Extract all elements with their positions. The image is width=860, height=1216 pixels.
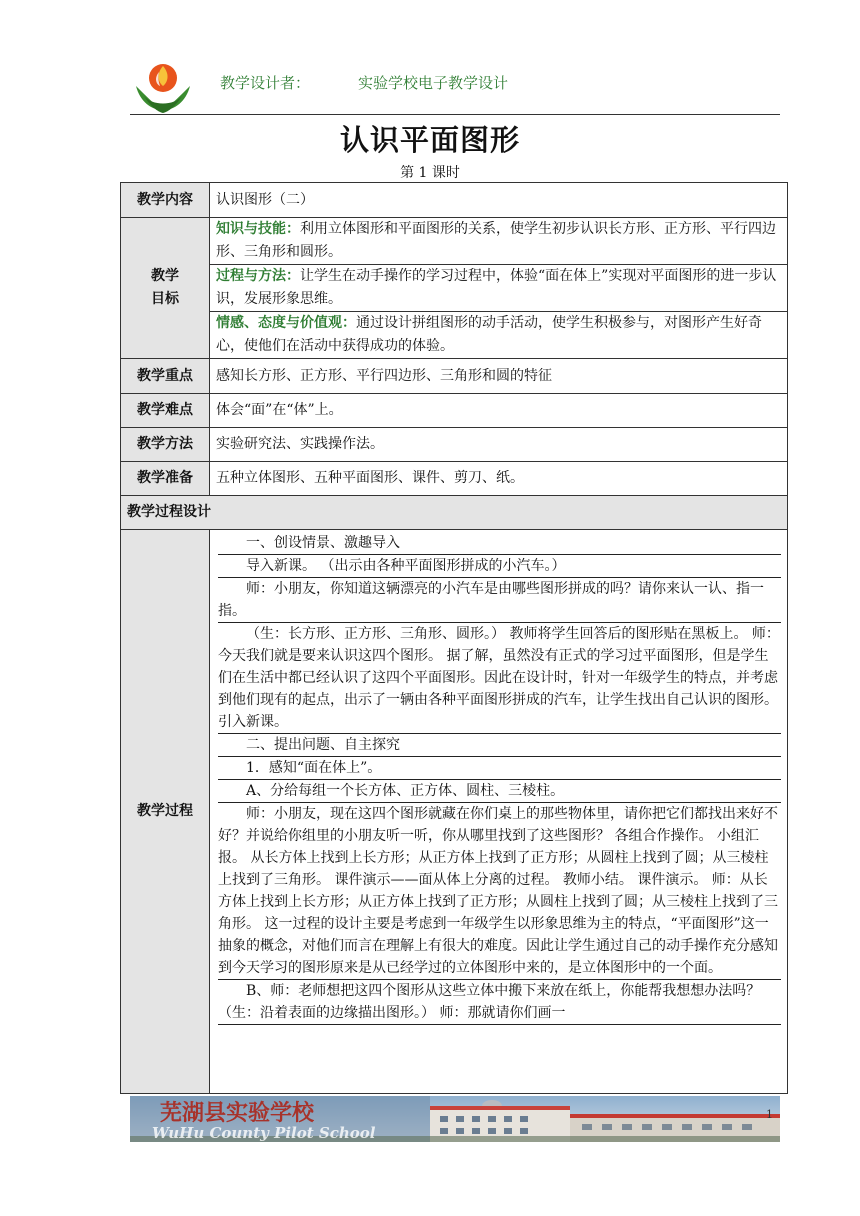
banner-chinese-text: 芜湖县实验学校 [160,1100,315,1126]
value-difficulty: 体会“面”在“体”上。 [210,394,788,428]
page-header [130,58,780,116]
goal-knowledge: 知识与技能：利用立体图形和平面图形的关系，使学生初步认识长方形、正方形、平行四边形、三角形和圆形。 [210,218,788,265]
goal-process: 过程与方法：让学生在动手操作的学习过程中，体验“面在体上”实现对平面图形的进一步认识，发展形象思维。 [210,265,788,312]
process-paragraph: 导入新课。 （出示由各种平面图形拼成的小汽车。） [218,555,781,578]
process-paragraph: 一、创设情景、激趣导入 [218,532,781,555]
school-label: 实验学校电子教学设计 [358,74,509,92]
lesson-number: 第 1 课时 [400,165,460,181]
label-method: 教学方法 [121,428,210,462]
label-prep: 教学准备 [121,462,210,496]
designer-label: 教学设计者： [220,74,311,92]
label-difficulty: 教学难点 [121,394,210,428]
label-key: 教学重点 [121,359,210,394]
row-key [121,359,788,394]
footer-banner [130,1096,780,1142]
label-content: 教学内容 [121,183,210,218]
label-goals: 教学 目标 [121,218,210,359]
label-process: 教学过程 [121,530,210,1094]
process-paragraph: 二、提出问题、自主探究 [218,734,781,757]
row-process [121,530,788,1094]
lesson-plan-table [120,182,788,1094]
school-banner-image [130,1096,780,1142]
row-design-header [121,496,788,530]
process-paragraph: B、师：老师想把这四个图形从这些立体中搬下来放在纸上，你能帮我想想办法吗？ （生：沿着表面的边缘描出图形。） 师：那就请你们画一 [218,980,781,1025]
process-content [210,530,788,1094]
value-method: 实验研究法、实践操作法。 [210,428,788,462]
value-prep: 五种立体图形、五种平面图形、课件、剪刀、纸。 [210,462,788,496]
goal-emotion: 情感、态度与价值观：通过设计拼组图形的动手活动，使学生积极参与，对图形产生好奇心，使他们在活动中获得成功的体验。 [210,312,788,359]
row-method [121,428,788,462]
process-paragraph: A、分给每组一个长方体、正方体、圆柱、三棱柱。 [218,780,781,803]
school-logo-icon [132,58,194,116]
row-content [121,183,788,218]
row-difficulty [121,394,788,428]
row-goal-process [121,265,788,312]
process-paragraph: （生：长方形、正方形、三角形、圆形。） 教师将学生回答后的图形贴在黑板上。 师：今天我们就是要来认识这四个图形。 据了解，虽然没有正式的学习过平面图形，但是学生们在生活中都已经认识了这四个平面图形。因此在设计时，针对一年级学生的特点，并考虑到他们现有的起点，出示了一辆由各种平面图形拼成的汽车，让学生找出自己认识的图形。引入新课。 [218,623,781,734]
value-content: 认识图形（二） [210,183,788,218]
process-paragraph: 师：小朋友，现在这四个图形就藏在你们桌上的那些物体里，请你把它们都找出来好不好？并说给你组里的小朋友听一听，你从哪里找到了这些图形？ 各组合作操作。 小组汇报。 从长方体上找到上长方形；从正方体上找到了正方形；从圆柱上找到了圆；从三棱柱上找到了三角形。 课件演示——面从体上分离的过程。 教师小结。 课件演示。 师：从长方体上找到上长方形；从正方体上找到了正方形；从圆柱上找到了圆；从三棱柱上找到了三角形。 这一过程的设计主要是考虑到一年级学生以形象思维为主的特点，“平面图形”这一抽象的概念，对他们而言在理解上有很大的难度。因此让学生通过自己的动手操作充分感知到今天学习的图形原来是从已经学过的立体图形中来的，是立体图形中的一个面。 [218,803,781,980]
banner-english-text: WuHu County Pilot School [152,1124,376,1142]
row-goal-emotion [121,312,788,359]
value-key: 感知长方形、正方形、平行四边形、三角形和圆的特征 [210,359,788,394]
page-title: 认识平面图形 [339,123,520,157]
process-paragraph: 师：小朋友，你知道这辆漂亮的小汽车是由哪些图形拼成的吗？请你来认一认、指一指。 [218,578,781,623]
row-goal-knowledge [121,218,788,265]
design-header: 教学过程设计 [121,496,788,530]
page-number: 1 [766,1108,773,1121]
row-prep [121,462,788,496]
header-divider [130,114,780,115]
process-paragraph: 1．感知“面在体上”。 [218,757,781,780]
